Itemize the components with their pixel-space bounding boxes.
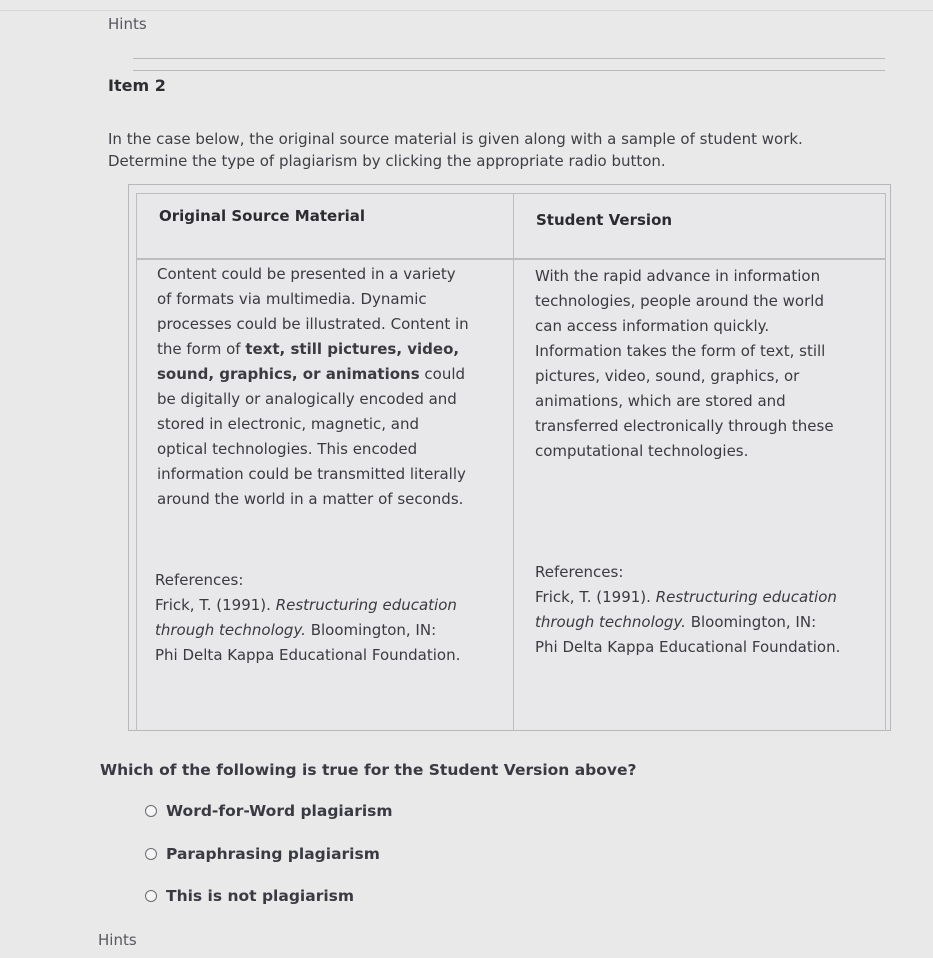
original-line: of formats via multimedia. Dynamic bbox=[157, 290, 427, 308]
reference-line bbox=[535, 610, 840, 635]
student-line: can access information quickly. bbox=[535, 317, 770, 335]
references-label: References: bbox=[155, 571, 244, 589]
original-line-plain: the form of bbox=[157, 340, 246, 358]
student-text bbox=[535, 264, 834, 464]
option-not-plagiarism[interactable] bbox=[145, 887, 354, 905]
reference-italic: Restructuring education bbox=[655, 588, 837, 606]
original-references bbox=[155, 568, 460, 668]
original-line: around the world in a matter of seconds. bbox=[157, 490, 464, 508]
instructions-line-2: Determine the type of plagiarism by clicking the appropriate radio button. bbox=[108, 152, 666, 170]
reference-plain: Bloomington, IN: bbox=[305, 621, 437, 639]
references-label: References: bbox=[535, 563, 624, 581]
student-line: computational technologies. bbox=[535, 442, 749, 460]
original-line-bold: sound, graphics, or animations bbox=[157, 365, 420, 383]
original-line: be digitally or analogically encoded and bbox=[157, 390, 457, 408]
student-line: With the rapid advance in information bbox=[535, 267, 821, 285]
original-text bbox=[157, 262, 469, 512]
instructions bbox=[108, 128, 868, 172]
student-line: pictures, video, sound, graphics, or bbox=[535, 367, 800, 385]
original-line bbox=[157, 337, 469, 362]
student-line: animations, which are stored and bbox=[535, 392, 786, 410]
hints-link-top[interactable]: Hints bbox=[108, 15, 147, 33]
reference-line: Phi Delta Kappa Educational Foundation. bbox=[535, 638, 841, 656]
student-line: Information takes the form of text, still bbox=[535, 342, 826, 360]
student-header-cell bbox=[514, 193, 886, 259]
reference-line bbox=[155, 618, 460, 643]
original-header: Original Source Material bbox=[159, 207, 366, 225]
original-header-cell bbox=[136, 193, 514, 259]
original-line: optical technologies. This encoded bbox=[157, 440, 418, 458]
option-paraphrasing[interactable] bbox=[145, 845, 380, 863]
original-line: Content could be presented in a variety bbox=[157, 265, 456, 283]
separator-line bbox=[133, 70, 885, 71]
original-line-bold: text, still pictures, video, bbox=[245, 340, 460, 358]
original-line-plain: could bbox=[419, 365, 466, 383]
radio-button[interactable] bbox=[145, 890, 157, 902]
option-word-for-word[interactable] bbox=[145, 802, 393, 820]
student-body-cell bbox=[514, 259, 886, 731]
reference-line: Phi Delta Kappa Educational Foundation. bbox=[155, 646, 461, 664]
reference-line bbox=[535, 585, 840, 610]
reference-plain: Frick, T. (1991). bbox=[155, 596, 276, 614]
original-line bbox=[157, 362, 469, 387]
student-header: Student Version bbox=[536, 211, 673, 229]
reference-plain: Frick, T. (1991). bbox=[535, 588, 656, 606]
student-line: transferred electronically through these bbox=[535, 417, 834, 435]
original-line: stored in electronic, magnetic, and bbox=[157, 415, 420, 433]
question-text: Which of the following is true for the Student Version above? bbox=[100, 761, 637, 779]
original-line: processes could be illustrated. Content in bbox=[157, 315, 469, 333]
option-label: This is not plagiarism bbox=[166, 887, 355, 905]
comparison-table bbox=[128, 184, 891, 731]
student-line: technologies, people around the world bbox=[535, 292, 824, 310]
radio-button[interactable] bbox=[145, 848, 157, 860]
original-body-cell bbox=[136, 259, 514, 731]
separator-line bbox=[133, 58, 885, 59]
top-divider bbox=[0, 10, 933, 11]
reference-line bbox=[155, 593, 460, 618]
student-references bbox=[535, 560, 840, 660]
reference-italic: through technology. bbox=[155, 621, 306, 639]
radio-button[interactable] bbox=[145, 805, 157, 817]
hints-link-bottom[interactable]: Hints bbox=[98, 931, 137, 949]
reference-italic: Restructuring education bbox=[275, 596, 457, 614]
item-title: Item 2 bbox=[108, 76, 166, 95]
instructions-line-1: In the case below, the original source material is given along with a sample of student work. bbox=[108, 130, 803, 148]
reference-plain: Bloomington, IN: bbox=[685, 613, 817, 631]
option-label: Word-for-Word plagiarism bbox=[166, 802, 393, 820]
option-label: Paraphrasing plagiarism bbox=[166, 845, 380, 863]
original-line: information could be transmitted literally bbox=[157, 465, 466, 483]
reference-italic: through technology. bbox=[535, 613, 686, 631]
